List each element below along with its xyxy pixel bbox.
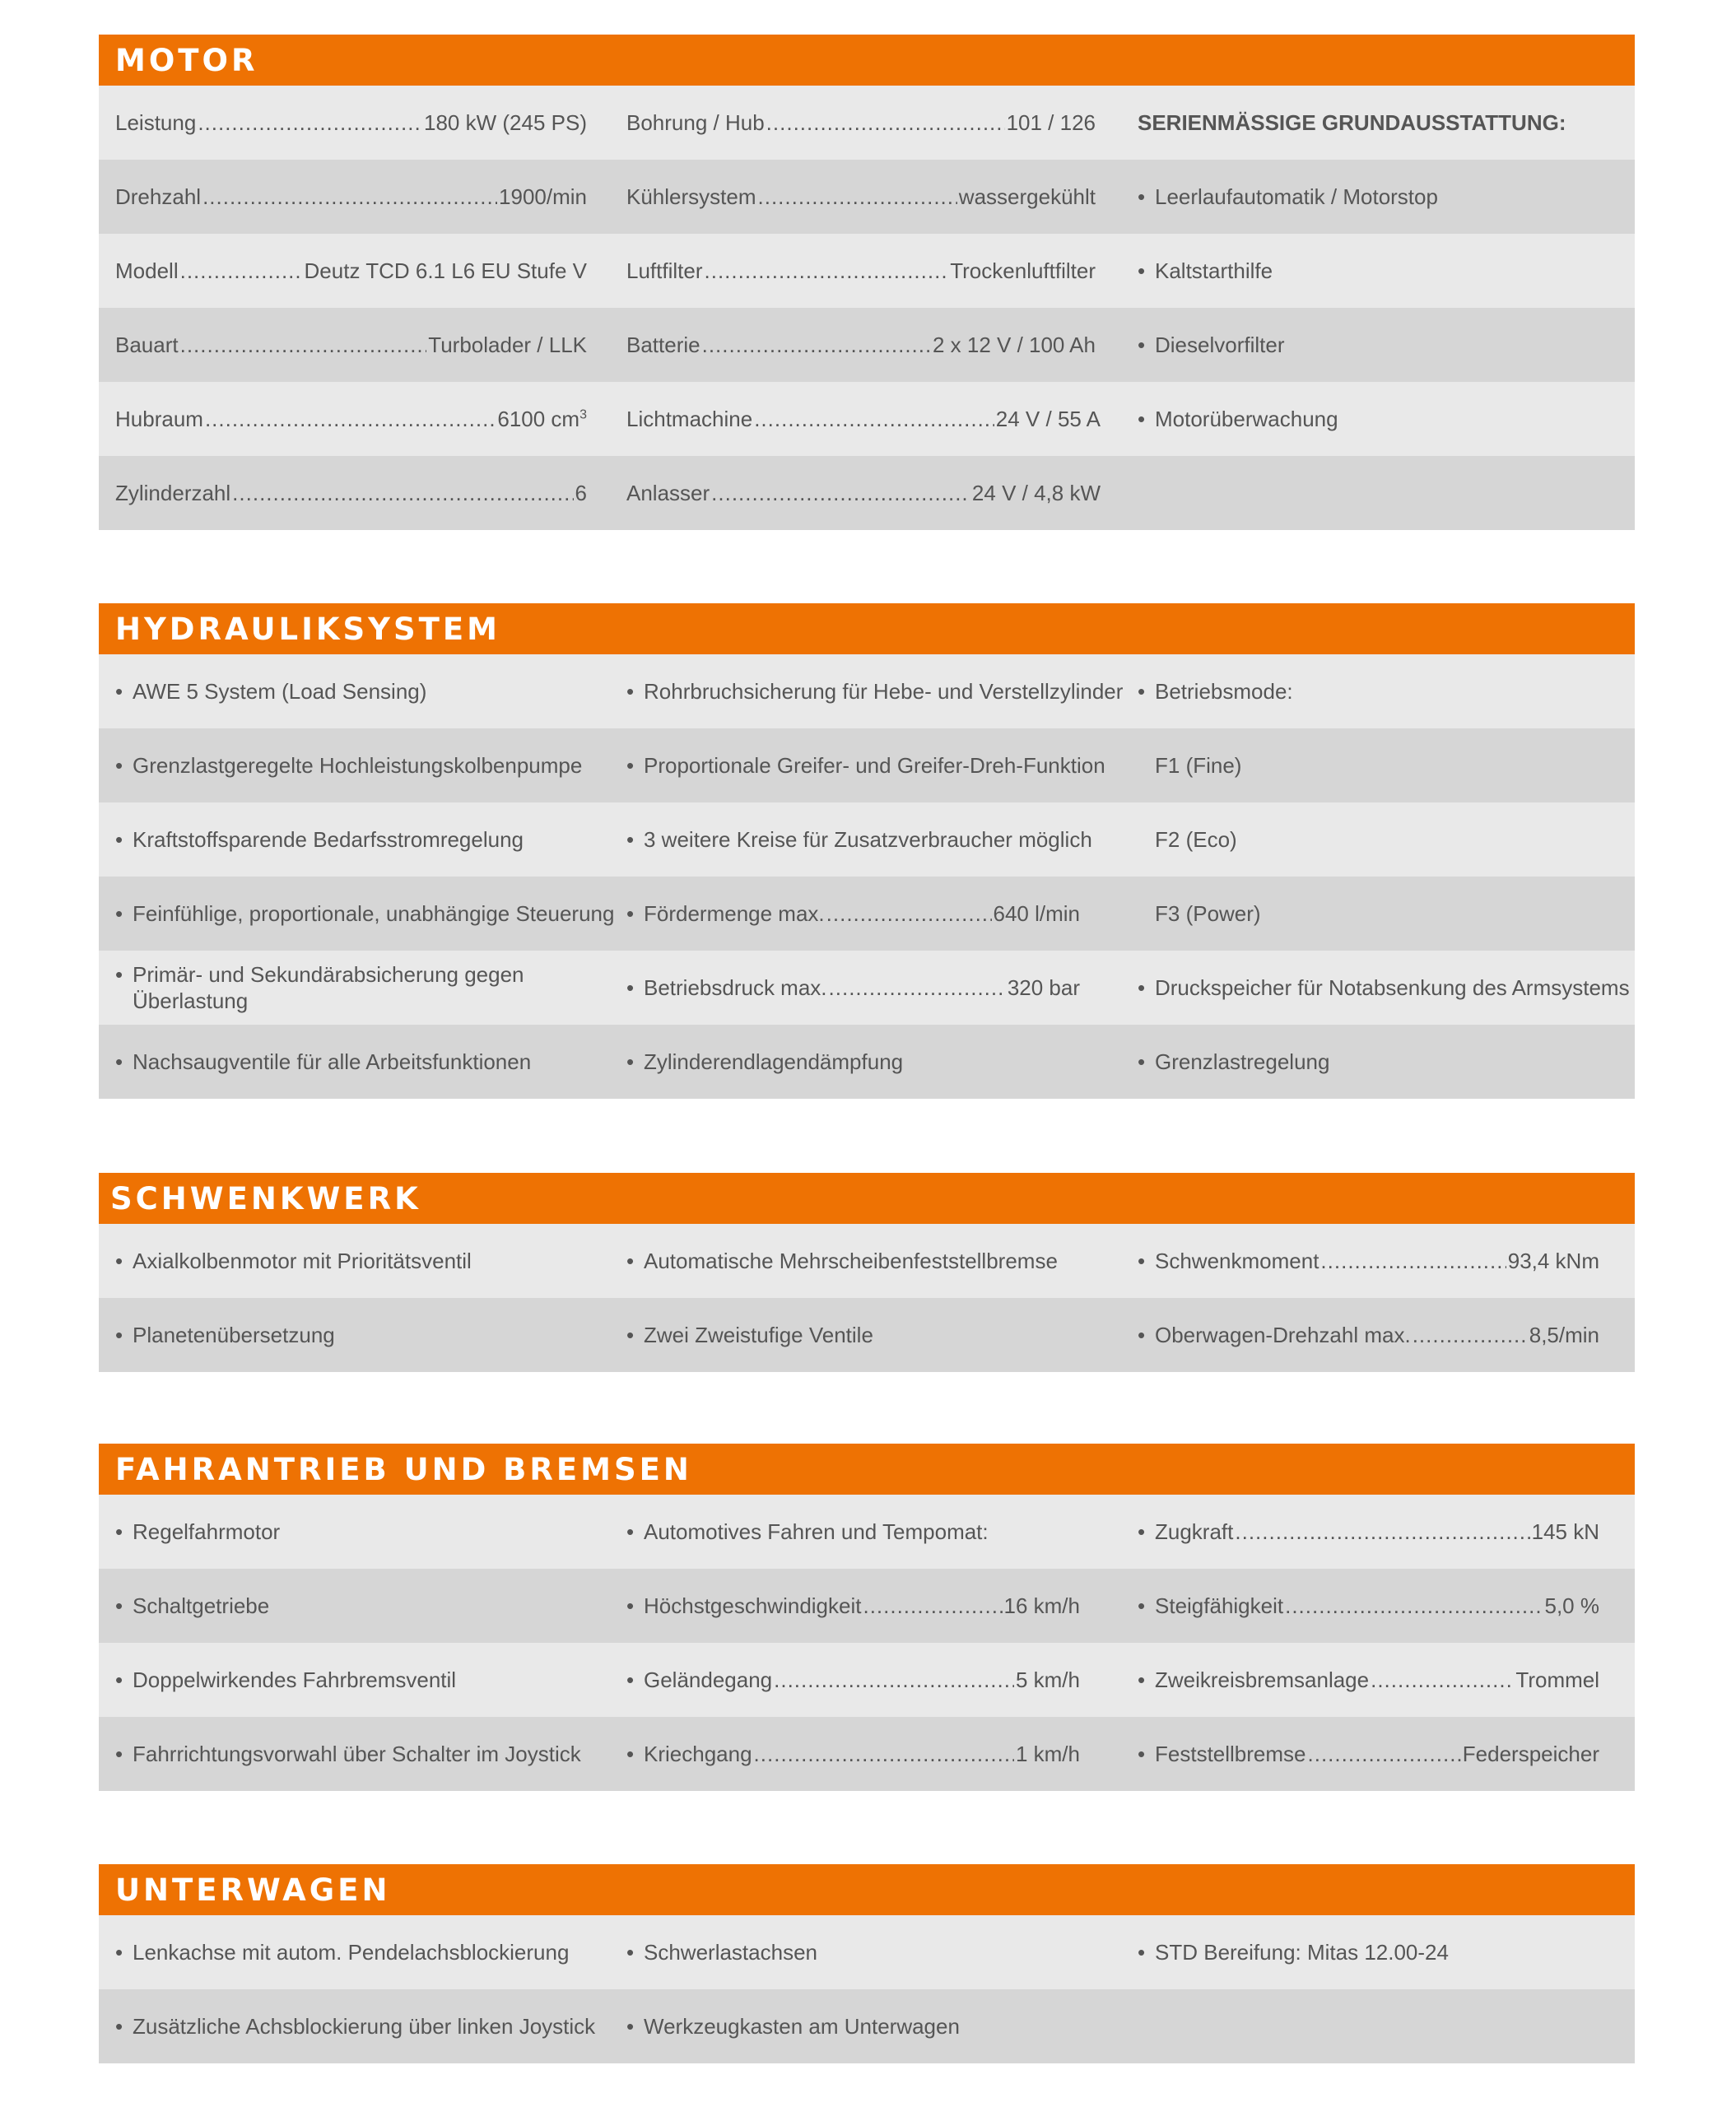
- list-item: • Schwenkmoment ..... 93,4 kNm: [1138, 1249, 1599, 1274]
- list-item: • Zwei Zweistufige Ventile: [626, 1322, 873, 1347]
- table-row: [99, 308, 1635, 382]
- table-row: [99, 1989, 1635, 2063]
- list-item: • Automotives Fahren und Tempomat:: [626, 1519, 989, 1544]
- list-item: • Zweikreisbremsanlage ..... Trommel: [1138, 1667, 1599, 1693]
- list-item: • Fördermenge max. ..... 640 l/min: [626, 901, 1080, 927]
- table-row: [99, 382, 1635, 456]
- section-title: MOTOR: [99, 35, 1635, 86]
- list-item: • Nachsaugventile für alle Arbeitsfunktionen: [115, 1049, 532, 1074]
- list-item: • Feststellbremse ..... Federspeicher: [1138, 1742, 1599, 1767]
- spec-item: Lichtmachine ..... 24 V / 55 A: [626, 407, 1101, 432]
- list-item: • 3 weitere Kreise für Zusatzverbraucher möglich: [626, 826, 1092, 852]
- list-item: • Schaltgetriebe: [115, 1593, 270, 1618]
- table-row: [99, 1298, 1635, 1372]
- table-row: [99, 1915, 1635, 1989]
- section-schwenkwerk: [99, 1173, 1635, 1372]
- spec-item: Leistung ..... 180 kW (245 PS): [115, 110, 587, 136]
- mode-item: F1 (Fine): [1155, 752, 1242, 778]
- section-title: UNTERWAGEN: [99, 1864, 1635, 1915]
- table-row: [99, 1224, 1635, 1298]
- table-row: [99, 1569, 1635, 1643]
- section-fahrantrieb: [99, 1444, 1635, 1791]
- section-title: HYDRAULIKSYSTEM: [99, 603, 1635, 654]
- table-row: [99, 1025, 1635, 1099]
- mode-item: F2 (Eco): [1155, 826, 1237, 852]
- list-item: • Betriebsdruck max. ..... 320 bar: [626, 975, 1080, 1001]
- list-item: • Oberwagen-Drehzahl max. ..... 8,5/min: [1138, 1323, 1599, 1348]
- list-item: • Steigfähigkeit ..... 5,0 %: [1138, 1593, 1599, 1619]
- list-item: • Rohrbruchsicherung für Hebe- und Verstellzylinder: [626, 678, 1124, 704]
- list-item: • Zusätzliche Achsblockierung über linken Joystick: [115, 2013, 596, 2039]
- spec-item: Batterie ..... 2 x 12 V / 100 Ah: [626, 333, 1096, 358]
- list-item: • Werkzeugkasten am Unterwagen: [626, 2013, 960, 2039]
- table-row: [99, 160, 1635, 234]
- table-row: [99, 1495, 1635, 1569]
- list-item: • Zylinderendlagendämpfung: [626, 1049, 904, 1074]
- list-item: • Druckspeicher für Notabsenkung des Armsystems: [1138, 974, 1630, 1000]
- list-item: • Automatische Mehrscheibenfeststellbremse: [626, 1248, 1058, 1273]
- table-row: [99, 1717, 1635, 1791]
- section-title: SCHWENKWERK: [99, 1173, 1635, 1224]
- table-row: [99, 86, 1635, 160]
- table-row: [99, 877, 1635, 951]
- equipment-heading: SERIENMÄSSIGE GRUNDAUSSTATTUNG:: [1138, 109, 1566, 135]
- table-row: [99, 654, 1635, 728]
- list-item: • Kraftstoffsparende Bedarfsstromregelung: [115, 826, 524, 852]
- table-row: [99, 728, 1635, 802]
- list-item: • Planetenübersetzung: [115, 1322, 335, 1347]
- list-item: • Betriebsmode:: [1138, 678, 1293, 704]
- list-item: • Grenzlastgeregelte Hochleistungskolbenpumpe: [115, 752, 583, 778]
- spec-item: Kühlersystem ..... wassergekühlt: [626, 184, 1096, 210]
- list-item: • AWE 5 System (Load Sensing): [115, 678, 427, 704]
- table-row: [99, 951, 1635, 1025]
- spec-item: Bauart ..... Turbolader / LLK: [115, 333, 587, 358]
- table-row: [99, 802, 1635, 877]
- list-item: • Regelfahrmotor: [115, 1519, 281, 1544]
- list-item: • Lenkachse mit autom. Pendelachsblockierung: [115, 1939, 570, 1965]
- spec-item: Bohrung / Hub ..... 101 / 126: [626, 110, 1096, 136]
- mode-item: F3 (Power): [1155, 900, 1261, 926]
- list-item: • Motorüberwachung: [1138, 406, 1338, 431]
- spec-item: Modell ..... Deutz TCD 6.1 L6 EU Stufe V: [115, 258, 587, 284]
- spec-item: Drehzahl ..... 1900/min: [115, 184, 587, 210]
- section-motor: [99, 35, 1635, 530]
- list-item: • Kriechgang ..... 1 km/h: [626, 1742, 1080, 1767]
- list-item: • Kaltstarthilfe: [1138, 258, 1273, 283]
- list-item: • Grenzlastregelung: [1138, 1049, 1330, 1074]
- table-row: [99, 234, 1635, 308]
- table-row: [99, 456, 1635, 530]
- list-item: • Schwerlastachsen: [626, 1939, 817, 1965]
- section-title: FAHRANTRIEB UND BREMSEN: [99, 1444, 1635, 1495]
- list-item: • Doppelwirkendes Fahrbremsventil: [115, 1667, 457, 1692]
- spec-item: Hubraum ..... 6100 $cm^3$: [115, 407, 587, 432]
- list-item: • Axialkolbenmotor mit Prioritätsventil: [115, 1248, 472, 1273]
- section-unterwagen: [99, 1864, 1635, 2063]
- list-item: • Höchstgeschwindigkeit ..... 16 km/h: [626, 1593, 1080, 1619]
- list-item: • Feinfühlige, proportionale, unabhängige Steuerung: [115, 900, 615, 926]
- list-item: • Dieselvorfilter: [1138, 332, 1285, 357]
- list-item: • Primär- und Sekundärabsicherung gegen Überlastung: [115, 962, 524, 1013]
- section-hydraulik: [99, 603, 1635, 1099]
- spec-item: Zylinderzahl ..... 6: [115, 481, 587, 506]
- table-row: [99, 1643, 1635, 1717]
- list-item: • Zugkraft ..... 145 kN: [1138, 1519, 1599, 1545]
- spec-item: Anlasser ..... 24 V / 4,8 kW: [626, 481, 1101, 506]
- list-item: • Fahrrichtungsvorwahl über Schalter im Joystick: [115, 1741, 581, 1766]
- list-item: • Geländegang ..... 5 km/h: [626, 1667, 1080, 1693]
- list-item: • Proportionale Greifer- und Greifer-Dreh-Funktion: [626, 752, 1105, 778]
- spec-item: Luftfilter ..... Trockenluftfilter: [626, 258, 1096, 284]
- list-item: • Leerlaufautomatik / Motorstop: [1138, 184, 1438, 209]
- list-item: • STD Bereifung: Mitas 12.00-24: [1138, 1939, 1449, 1965]
